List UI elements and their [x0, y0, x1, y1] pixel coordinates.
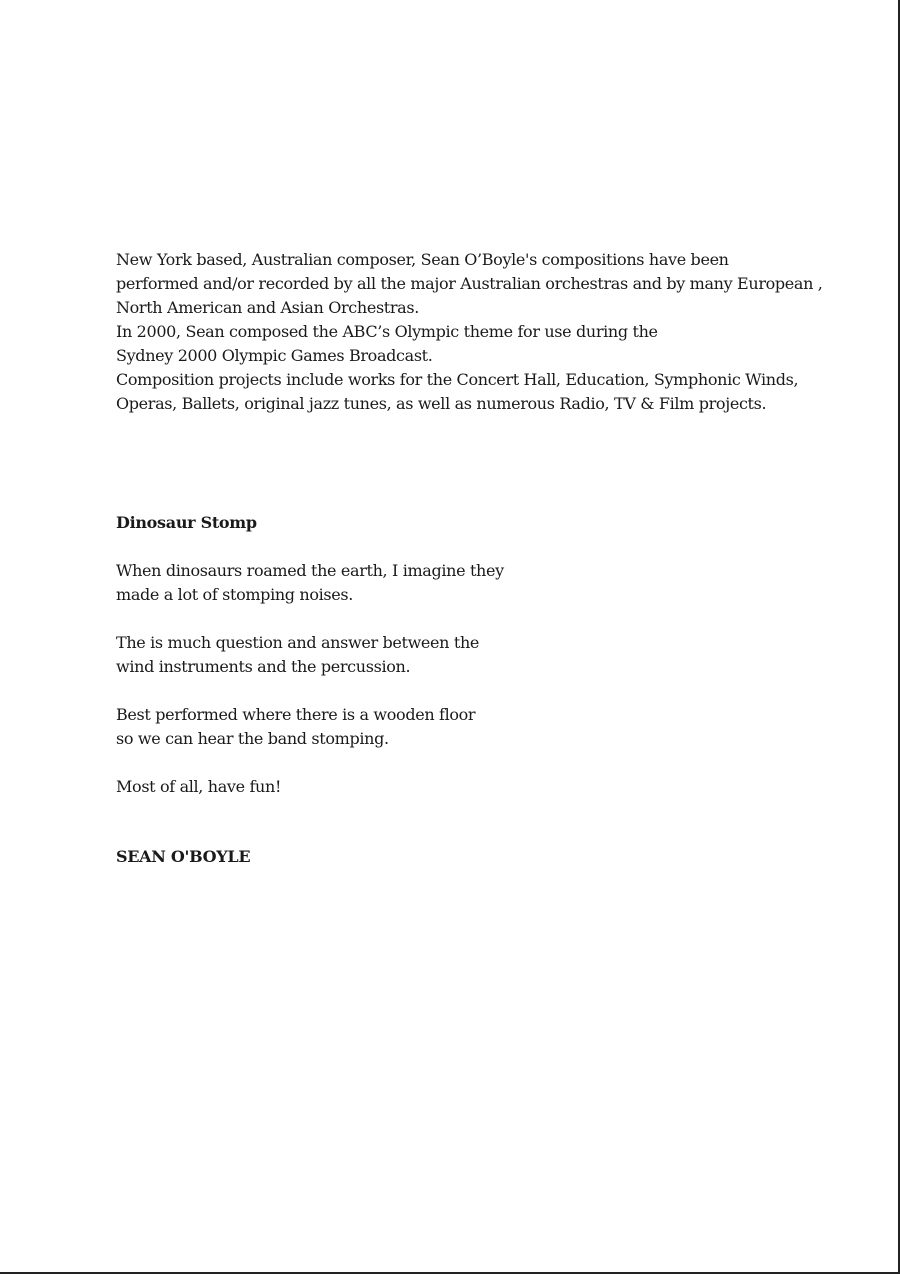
program-note-line: Best performed where there is a wooden floor	[116, 705, 476, 724]
bio-line: Composition projects include works for the Concert Hall, Education, Symphonic Winds,	[116, 370, 799, 389]
program-note-line: When dinosaurs roamed the earth, I imagine they	[116, 561, 504, 580]
bio-line: Operas, Ballets, original jazz tunes, as well as numerous Radio, TV & Film projects.	[116, 394, 767, 413]
program-note-line: made a lot of stomping noises.	[116, 585, 354, 604]
bio-line: Sydney 2000 Olympic Games Broadcast.	[116, 346, 433, 365]
program-note-paragraph	[116, 703, 636, 751]
piece-title: Dinosaur Stomp	[116, 513, 257, 532]
program-note-paragraph	[116, 775, 636, 799]
program-note-line: wind instruments and the percussion.	[116, 657, 411, 676]
program-notes	[116, 559, 636, 823]
bio-line: performed and/or recorded by all the major Australian orchestras and by many European ,	[116, 274, 823, 293]
program-note-paragraph	[116, 559, 636, 607]
composer-signature: SEAN O'BOYLE	[116, 847, 251, 866]
composer-biography	[116, 248, 876, 416]
program-note-line: The is much question and answer between the	[116, 633, 480, 652]
bio-line: North American and Asian Orchestras.	[116, 298, 419, 317]
program-note-line: so we can hear the band stomping.	[116, 729, 389, 748]
bio-line: In 2000, Sean composed the ABC’s Olympic theme for use during the	[116, 322, 658, 341]
program-note-line: Most of all, have fun!	[116, 777, 282, 796]
bio-line: New York based, Australian composer, Sean O’Boyle's compositions have been	[116, 250, 729, 269]
program-note-paragraph	[116, 631, 636, 679]
